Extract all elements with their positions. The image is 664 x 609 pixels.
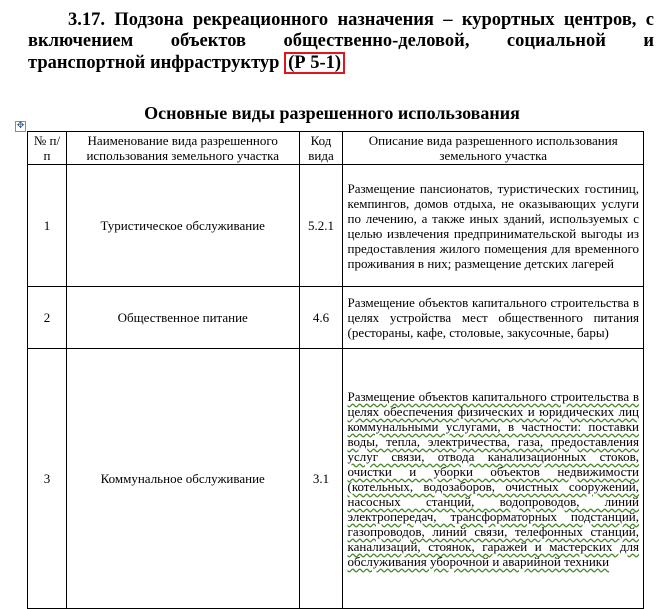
heading-line-3: транспортной инфраструктур [28, 53, 280, 73]
table-row [28, 349, 644, 609]
row-num: 3 [28, 349, 67, 609]
header-desc: Описание вида разрешенного использования земельного участка [343, 132, 644, 165]
row-code: 5.2.1 [299, 165, 343, 287]
row-desc: Размещение объектов капитального строительства в целях устройства мест общественного питания (рестораны, кафе, столовые, закусочные, бары) [343, 287, 644, 349]
row-num: 2 [28, 287, 67, 349]
heading-line-1: 3.17. Подзона рекреационного назначения – курортных центров, с [68, 10, 654, 30]
header-name: Наименование вида разрешенного использования земельного участка [66, 132, 299, 165]
section-heading [28, 10, 654, 74]
move-handle-icon[interactable]: ✥ [16, 121, 25, 131]
row-num: 1 [28, 165, 67, 287]
header-code: Код вида [299, 132, 343, 165]
row-desc [343, 349, 644, 609]
header-num: № п/п [28, 132, 67, 165]
row-desc-text: Размещение объектов капитального строительства в целях обеспечения физических и юридических лиц коммунальными услугами, в частности: поставки воды, тепла, электричества, газа, предоставления услуг связи, отвода канализационных стоков, очистки и уборки объектов недвижимости (котельных, водозаборов, очистных сооружений, насосных станций, водопроводов, линий электропередач, трансформаторных подстанций, газопроводов, линий связи, телефонных станций, канализаций, стоянок, гаражей и мастерских для обслуживания уборочной и аварийной техники [347, 388, 639, 569]
table-header-row [28, 132, 644, 165]
row-code: 3.1 [299, 349, 343, 609]
table-subtitle: Основные виды разрешенного использования [144, 103, 520, 123]
row-name: Общественное питание [66, 287, 299, 349]
heading-line-2: включением объектов общественно-деловой, социальной и [28, 31, 654, 51]
row-desc: Размещение пансионатов, туристических гостиниц, кемпингов, домов отдыха, не оказывающих услуги по лечению, а также иных зданий, используемых с целью извлечения предпринимательской выгоды из предоставления жилого помещения для временного проживания в них; размещение детских лагерей [343, 165, 644, 287]
zone-code-highlight: (Р 5-1) [284, 52, 345, 74]
table-row [28, 287, 644, 349]
row-code: 4.6 [299, 287, 343, 349]
row-name: Коммунальное обслуживание [66, 349, 299, 609]
row-name: Туристическое обслуживание [66, 165, 299, 287]
permitted-uses-table [27, 131, 644, 609]
table-row [28, 165, 644, 287]
